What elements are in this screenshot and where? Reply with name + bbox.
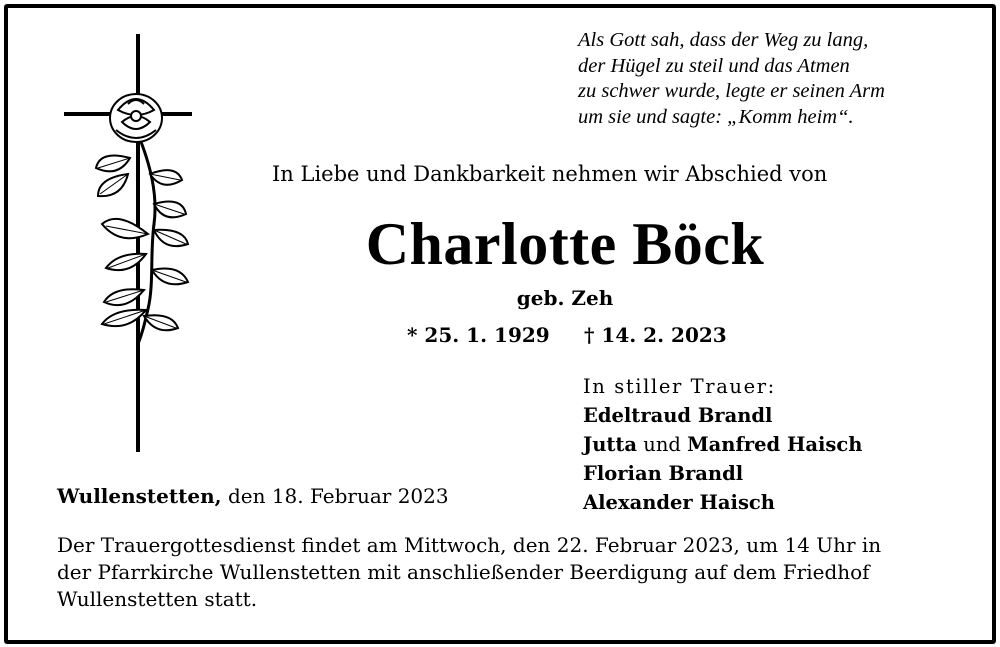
mourner-name: Manfred Haisch xyxy=(687,433,863,456)
mourner-name: Edeltraud Brandl xyxy=(583,404,773,427)
service-line: Der Trauergottesdienst findet am Mittwoch, den 22. Februar 2023, um 14 Uhr in xyxy=(57,533,882,557)
poem-line: um sie und sagte: „Komm heim“. xyxy=(578,105,854,128)
mourner-connector: und xyxy=(643,433,681,456)
mourner-name: Jutta xyxy=(583,433,638,456)
mourner-row xyxy=(583,430,862,459)
poem-line: Als Gott sah, dass der Weg zu lang, xyxy=(578,29,869,51)
mourners-heading: In stiller Trauer: xyxy=(583,375,776,398)
death-date: † 14. 2. 2023 xyxy=(584,323,727,347)
place-date xyxy=(57,484,449,508)
poem-line: der Hügel zu steil und das Atmen xyxy=(578,54,850,77)
mourner-name: Alexander Haisch xyxy=(583,491,775,514)
poem-line: zu schwer wurde, legte er seinen Arm xyxy=(578,80,885,102)
deceased-name: Charlotte Böck xyxy=(365,211,765,277)
place: Wullenstetten, xyxy=(57,484,222,508)
mourner-name: Florian Brandl xyxy=(583,462,744,485)
mourners-block xyxy=(583,372,862,517)
service-line: der Pfarrkirche Wullenstetten mit anschließender Beerdigung auf dem Friedhof xyxy=(57,560,870,584)
birth-date: * 25. 1. 1929 xyxy=(407,323,550,347)
cross-with-rose-icon xyxy=(58,34,198,454)
poem xyxy=(578,28,885,130)
date: den 18. Februar 2023 xyxy=(227,484,449,508)
intro-text: In Liebe und Dankbarkeit nehmen wir Abschied von xyxy=(272,162,828,186)
birth-name: geb. Zeh xyxy=(516,286,614,310)
service-line: Wullenstetten statt. xyxy=(57,587,258,611)
service-notice xyxy=(57,532,957,613)
